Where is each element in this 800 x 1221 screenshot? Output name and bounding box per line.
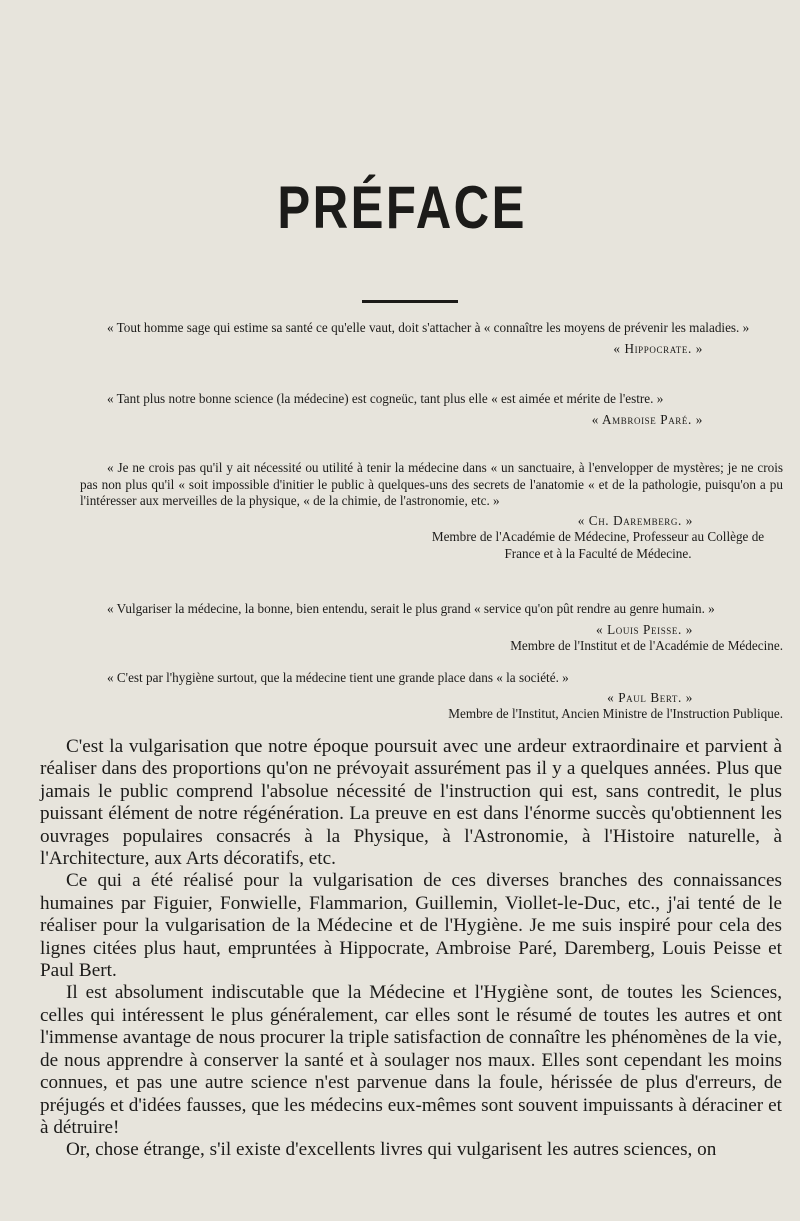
- page-title: PRÉFACE: [277, 174, 527, 241]
- title-divider: [362, 300, 458, 303]
- epigraph-quote: « Je ne crois pas qu'il y ait nécessité ou utilité à tenir la médecine dans « un sanctuaire, à l'envelopper de mystères; je ne crois pas non plus qu'il « soit impossible d'initier le public à quelques-uns des secrets de l'anatomie « et de la pathologie, puisqu'on a pu l'intéresser aux merveilles de la physique, « de la chimie, de l'astronomie, etc. »: [80, 460, 783, 508]
- preface-body: [40, 736, 782, 1162]
- epigraph: [80, 320, 783, 357]
- epigraph-author: « Louis Peisse. »: [596, 621, 693, 637]
- epigraph-role: Membre de l'Institut et de l'Académie de Médecine.: [510, 638, 783, 653]
- epigraph-quote: « Tant plus notre bonne science (la médecine) est cogneüc, tant plus elle « est aimée et mérite de l'estre. »: [107, 391, 664, 406]
- body-paragraph: Ce qui a été réalisé pour la vulgarisation de ces diverses branches des connaissances humaines par Figuier, Fonwielle, Flammarion, Guillemin, Viollet-le-Duc, etc., j'ai tenté de le réaliser pour la vulgarisation de la Médecine et de l'Hygiène. Je me suis inspiré pour cela des lignes citées plus haut, empruntées à Hippocrate, Ambroise Paré, Daremberg, Louis Peisse et Paul Bert.: [40, 870, 782, 982]
- body-paragraph: C'est la vulgarisation que notre époque poursuit avec une ardeur extraordinaire et parvient à réaliser dans des proportions qu'on ne prévoyait assurément pas il y a quelques années. Plus que jamais le public comprend l'absolue nécessité de l'instruction qui est, sans contredit, le plus puissant élément de notre régénération. La preuve en est dans l'énorme succès qu'obtiennent les ouvrages populaires consacrés à la Physique, à l'Astronomie, à l'Histoire naturelle, à l'Architecture, aux Arts décoratifs, etc.: [40, 736, 782, 870]
- epigraph-quote: « Vulgariser la médecine, la bonne, bien entendu, serait le plus grand « service qu'on pût rendre au genre humain. »: [107, 601, 715, 616]
- body-paragraph: Il est absolument indiscutable que la Médecine et l'Hygiène sont, de toutes les Sciences, celles qui intéressent le plus généralement, car elles sont le résumé de toutes les autres et ont l'immense avantage de nous procurer la triple satisfaction de connaître les phénomènes de la vie, de nous apprendre à conserver la santé et à soulager nos maux. Elles sont cependant les moins connues, et pas une autre science n'est parvenue dans la foule, hérissée de plus d'erreurs, de préjugés et d'idées fausses, que les médecins eux-mêmes sont souvent impuissants à déraciner et à détruire!: [40, 982, 782, 1138]
- epigraph: [80, 670, 783, 723]
- epigraph: [80, 391, 783, 428]
- epigraph-quote: « C'est par l'hygiène surtout, que la médecine tient une grande place dans « la société. »: [107, 670, 569, 685]
- epigraph-quote: « Tout homme sage qui estime sa santé ce qu'elle vaut, doit s'attacher à « connaître les moyens de prévenir les maladies. »: [107, 320, 750, 335]
- epigraph-author: « Paul Bert. »: [607, 689, 693, 705]
- epigraph: [80, 460, 783, 562]
- epigraph-author: « Ambroise Paré. »: [591, 411, 703, 427]
- epigraph-role: Membre de l'Académie de Médecine, Professeur au Collège de France et à la Faculté de Médecine.: [431, 529, 765, 561]
- epigraph-author: « Hippocrate. »: [613, 340, 703, 356]
- epigraph-role: Membre de l'Institut, Ancien Ministre de l'Instruction Publique.: [448, 706, 783, 721]
- body-paragraph: Or, chose étrange, s'il existe d'excellents livres qui vulgarisent les autres sciences, on: [66, 1139, 717, 1161]
- epigraph: [80, 601, 783, 655]
- epigraph-author: « Ch. Daremberg. »: [577, 512, 693, 528]
